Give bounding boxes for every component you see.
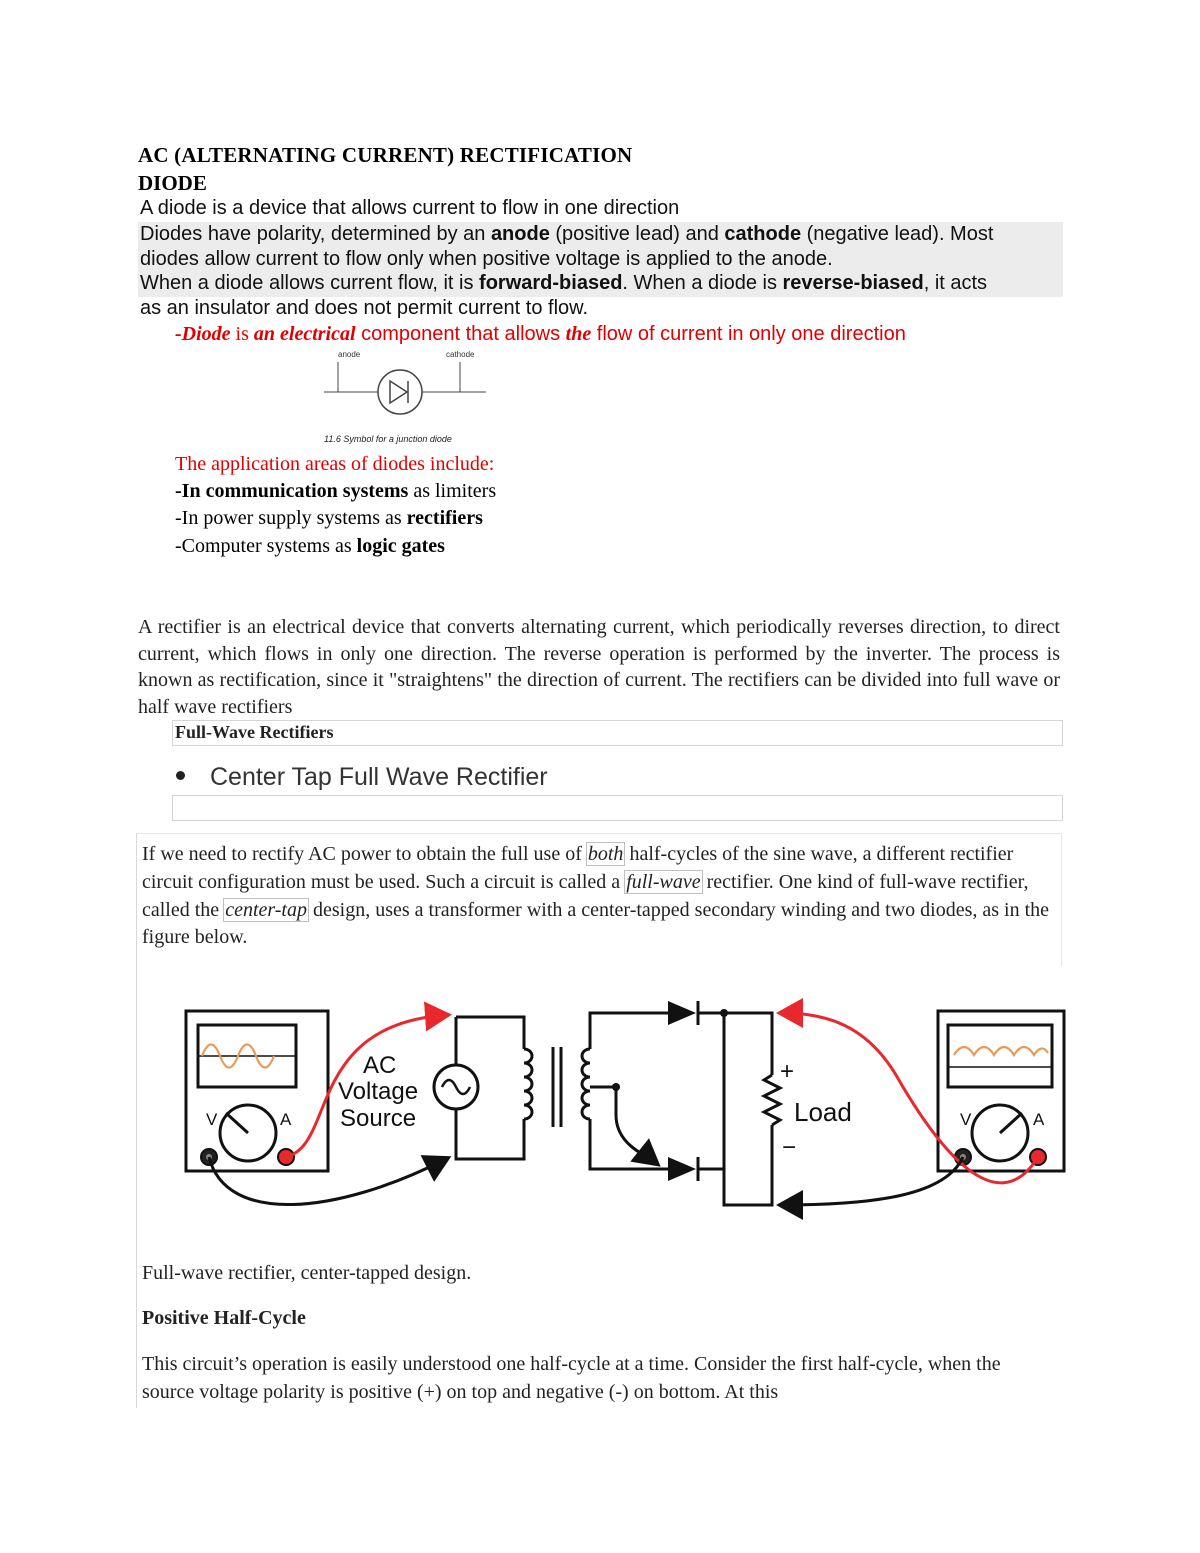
- intro-line: A diode is a device that allows current to flow in one direction: [140, 197, 680, 219]
- diode-symbol-figure: [322, 348, 488, 448]
- source-label-3: Source: [340, 1105, 417, 1132]
- empty-box: [172, 795, 1063, 821]
- center-tap-paragraph: If we need to rectify AC power to obtain the full use of both half-cycles of the sine wave, a different rectifier circuit configuration must be used. Such a circuit is called a full-wave rectifier. One kind of full-wave rectifier, called the center-tap design, uses a transformer with a center-tapped secondary winding and two diodes, as in the figure below.: [142, 843, 1050, 949]
- application-item: -In communication systems as limiters: [175, 480, 497, 502]
- application-item: -Computer systems as logic gates: [175, 535, 445, 557]
- center-tap-circuit-diagram: [176, 995, 1076, 1225]
- content-border-left: [136, 833, 137, 1408]
- center-tap-wire: [590, 1087, 656, 1163]
- secondary-coil-icon: [582, 1049, 590, 1119]
- meter-v-label: V: [206, 1110, 218, 1129]
- meter-v-label: V: [960, 1110, 972, 1129]
- polarity-line-1: Diodes have polarity, determined by an anode (positive lead) and cathode (negative lead). Most: [140, 223, 994, 245]
- content-border-top: [136, 833, 1062, 834]
- left-oscilloscope-meter: [186, 1011, 328, 1171]
- page-title: AC (ALTERNATING CURRENT) RECTIFICATION: [138, 143, 633, 167]
- load-label: Load: [794, 1097, 852, 1127]
- diode-figure-caption: 11.6 Symbol for a junction diode: [324, 434, 452, 444]
- polarity-line-2: diodes allow current to flow only when positive voltage is applied to the anode.: [140, 248, 833, 270]
- load-plus-sign: +: [780, 1058, 795, 1085]
- right-black-probe-wire: [782, 1157, 963, 1205]
- application-item: -In power supply systems as rectifiers: [175, 507, 483, 529]
- rectifier-paragraph: A rectifier is an electrical device that converts alternating current, which periodically reverses direction, to direct current, which flows in only one direction. The reverse operation is performed by the inverter. The process is known as rectification, since it "straightens" the direction of current. The rectifiers can be divided into full wave or half wave rectifiers: [138, 616, 1060, 718]
- bullet-icon: [176, 771, 185, 780]
- diode-top-icon: [668, 1001, 698, 1025]
- bias-line-1: When a diode allows current flow, it is forward-biased. When a diode is reverse-biased, it acts: [140, 272, 988, 294]
- anode-label: anode: [338, 350, 361, 359]
- positive-half-cycle-heading: Positive Half-Cycle: [142, 1307, 306, 1329]
- load-resistor-icon: [764, 1075, 780, 1125]
- meter-a-label: A: [1033, 1110, 1045, 1129]
- positive-half-cycle-paragraph: This circuit’s operation is easily understood one half-cycle at a time. Consider the first half-cycle, when the source voltage polarity is positive (+) on top and negative (-) on bottom. At this: [142, 1353, 1001, 1403]
- bias-line-2: as an insulator and does not permit current to flow.: [140, 297, 589, 319]
- load-minus-sign: −: [782, 1134, 797, 1161]
- source-label-1: AC: [363, 1052, 397, 1079]
- meter-a-label: A: [280, 1110, 292, 1129]
- primary-coil-icon: [524, 1049, 532, 1119]
- section-heading-diode: DIODE: [138, 171, 207, 195]
- applications-heading: The application areas of diodes include:: [175, 453, 495, 475]
- right-oscilloscope-meter: [938, 1011, 1064, 1171]
- diode-circle: [378, 370, 422, 414]
- cathode-label: cathode: [446, 350, 475, 359]
- figure-caption: Full-wave rectifier, center-tapped design.: [142, 1262, 472, 1284]
- content-border-right: [1061, 833, 1062, 966]
- diode-bottom-icon: [668, 1157, 698, 1181]
- center-tap-heading: Center Tap Full Wave Rectifier: [210, 763, 548, 791]
- source-label-2: Voltage: [338, 1078, 419, 1105]
- full-wave-title: Full-Wave Rectifiers: [175, 722, 334, 742]
- diode-definition: -Diode is an electrical component that allows the flow of current in only one direction: [175, 323, 906, 345]
